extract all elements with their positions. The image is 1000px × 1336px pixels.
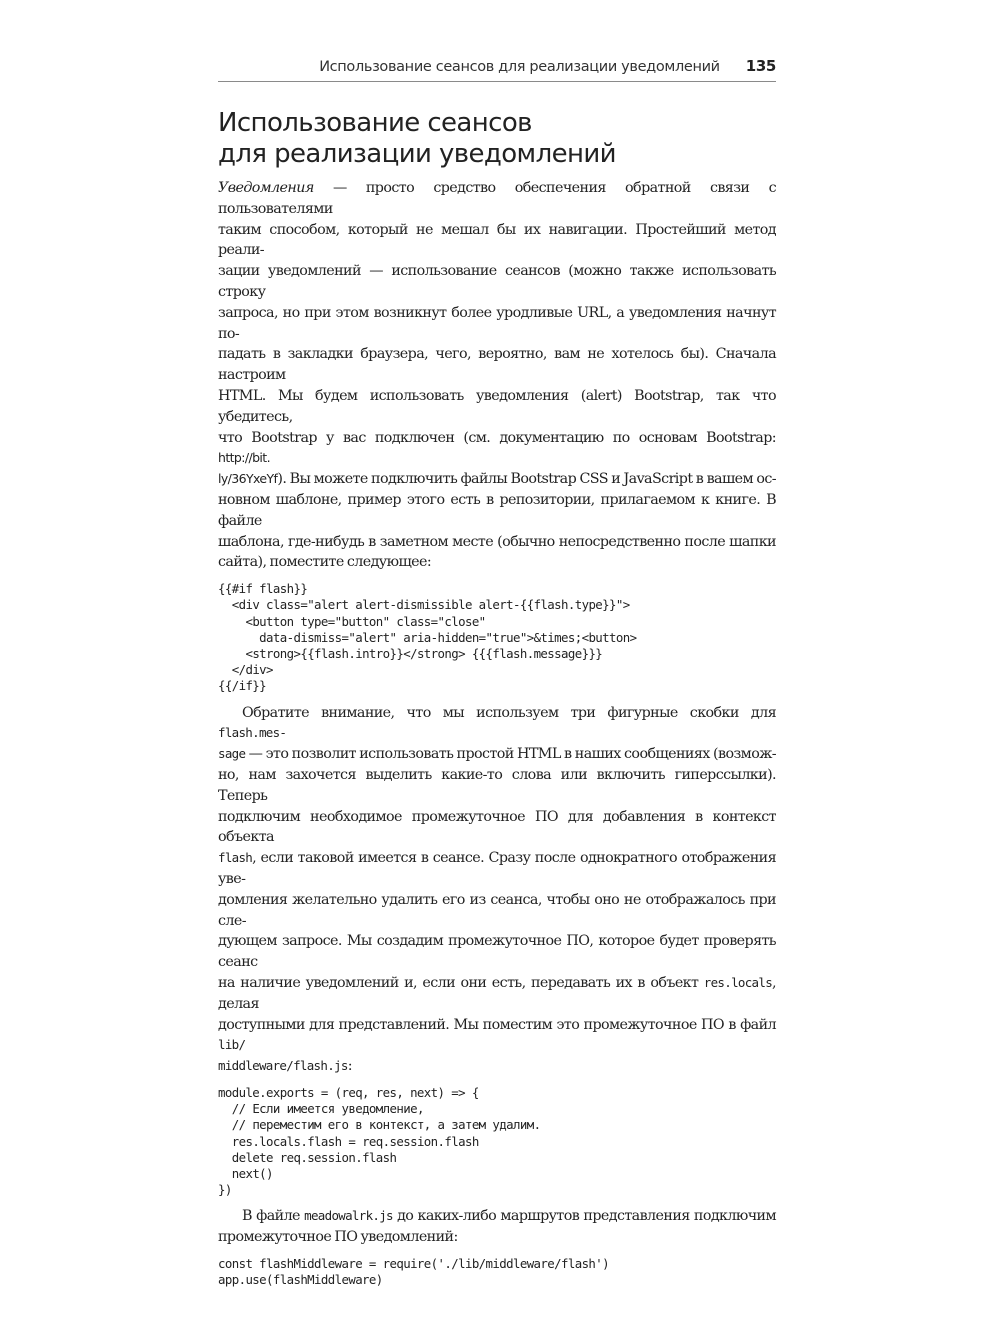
text-line: таким способом, который не мешал бы их навигации. Простейший метод реали- [218,221,776,259]
text-line: запроса, но при этом возникнут более уродливые URL, а уведомления начнут по- [218,304,776,342]
text-line: домления желательно удалить его из сеанса, чтобы оно не отображалось при сле- [218,891,776,929]
text-span: , если таковой имеется в сеансе. Сразу после однократного отображения уве- [218,850,776,887]
code-line: {{/if}} [218,678,267,694]
code-block-handlebars [218,581,776,694]
code-line: {{#if flash}} [218,581,308,597]
emphasis-term: Уведомления [218,180,314,196]
code-block-app-use [218,1256,776,1288]
section-title-line-2: для реализации уведомлений [218,139,616,169]
code-line: // Если имеется уведомление, [218,1101,424,1117]
text-span: ). Вы можете подключить файлы Bootstrap CSS и JavaScript в вашем ос- [277,471,776,488]
text-span: — это позволит использовать простой HTML в наших сообщениях (возмож- [245,746,776,763]
text-span: Обратите внимание, что мы используем три фигурные скобки для [242,704,776,721]
text-span: доступными для представлений. Мы поместим это промежуточное ПО в файл [218,1016,776,1033]
code-line: next() [218,1165,273,1181]
inline-code: lib/ [218,1037,246,1053]
code-line: // переместим его в контекст, а затем удалим. [218,1117,541,1133]
text-line: промежуточное ПО уведомлений: [218,1229,458,1246]
text-span: — просто средство обеспечения обратной связи с пользователями [218,180,776,217]
text-line [218,703,776,745]
text-line [218,973,776,1015]
code-line: </div> [218,662,273,678]
section-title-line-1: Использование сеансов [218,108,532,138]
code-line: app.use(flashMiddleware) [218,1272,383,1288]
text-line [218,744,776,765]
inline-code: res.locals [703,974,773,990]
page-number: 135 [745,57,776,75]
text-line: шаблона, где-нибудь в заметном месте (обычно непосредственно после шапки [218,533,776,550]
section-title [218,108,776,170]
inline-code: sage [218,746,246,762]
running-head-title: Использование сеансов для реализации уведомлений [319,59,720,75]
paragraph-flash-middleware [218,703,776,1077]
text-line: сайта), поместите следующее: [218,554,432,571]
text-span: В файле [242,1208,305,1225]
text-span: , делая [218,974,776,1012]
text-span: : [347,1058,352,1075]
text-line [218,428,776,470]
code-line: data-dismiss="alert" aria-hidden="true">&times;<button> [218,629,637,645]
text-span: на наличие уведомлений и, если они есть, передавать их в объект [218,974,704,991]
code-line: <button type="button" class="close" [218,613,486,629]
text-line: падать в закладки браузера, чего, вероятно, вам не хотелось бы). Сначала настроим [218,346,776,384]
bootstrap-link-part-2[interactable]: ly/36YxeYf [218,471,278,487]
text-line: зации уведомлений — использование сеансов (можно также использовать строку [218,263,776,300]
code-line: <div class="alert alert-dismissible alert-{{flash.type}}"> [218,597,630,613]
code-line: res.locals.flash = req.session.flash [218,1133,479,1149]
text-line: подключим необходимое промежуточное ПО для добавления в контекст объекта [218,808,776,846]
inline-code: flash.mes- [218,725,287,741]
text-line: HTML. Мы будем использовать уведомления (alert) Bootstrap, так что убедитесь, [218,387,776,425]
text-line [218,848,776,890]
text-line: новном шаблоне, пример этого есть в репозитории, прилагаемом к книге. В файле [218,491,776,529]
inline-code: flash [218,850,253,866]
inline-code: middleware/flash.js [218,1058,348,1074]
bootstrap-link-part-1[interactable]: http://bit. [218,450,270,466]
text-line: но, нам захочется выделить какие-то слова или включить гиперссылки). Теперь [218,766,776,804]
paragraph-meadowlark-setup [218,1206,776,1248]
text-line [218,178,776,220]
book-page [218,0,776,1336]
code-line: const flashMiddleware = require('./lib/middleware/flash') [218,1255,610,1271]
text-line [218,1056,776,1077]
text-line: дующем запросе. Мы создадим промежуточное ПО, которое будет проверять сеанс [218,933,776,971]
code-line: delete req.session.flash [218,1149,397,1165]
code-line: module.exports = (req, res, next) => { [218,1084,479,1100]
paragraph-notifications-intro [218,178,776,573]
code-line: <strong>{{flash.intro}}</strong> {{{flash.message}}} [218,645,603,661]
text-span: что Bootstrap у вас подключен (см. документацию по основам Bootstrap: [218,429,776,446]
text-line [218,469,776,490]
code-line: }) [218,1182,232,1198]
text-line [218,1206,776,1227]
text-line [218,1015,776,1057]
code-block-flash-middleware [218,1085,776,1198]
text-span: до каких-либо маршрутов представления подключим [392,1208,776,1225]
running-head [218,56,776,82]
inline-code: meadowalrk.js [304,1208,393,1224]
